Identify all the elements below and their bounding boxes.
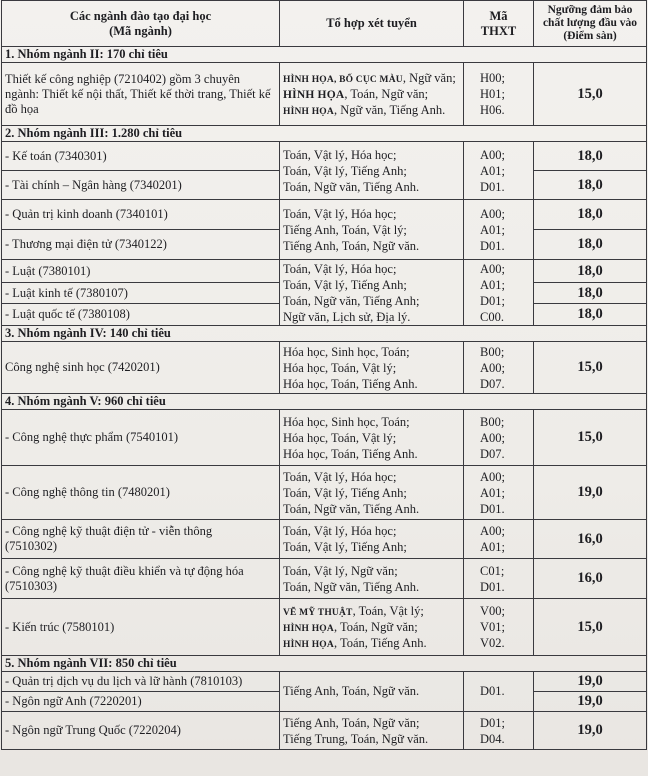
major-cell xyxy=(2,559,280,599)
table-row xyxy=(2,712,647,750)
code-line: H00; xyxy=(480,71,505,85)
major-cell: - Ngôn ngữ Anh (7220201) xyxy=(2,692,280,712)
combo-line: Toán, Vật lý, Hóa học; xyxy=(283,261,397,276)
major-cell: - Tài chính – Ngân hàng (7340201) xyxy=(2,171,280,200)
major-cell: - Ngôn ngữ Trung Quốc (7220204) xyxy=(2,712,280,750)
code-line: A00; xyxy=(480,147,505,162)
code-line: A00; xyxy=(480,524,505,538)
code-line: A00; xyxy=(480,430,505,445)
group-row xyxy=(2,326,647,342)
score-cell: 15,0 xyxy=(534,410,647,466)
code-cell: D01. xyxy=(464,672,534,712)
code-cell xyxy=(464,410,534,466)
group-row xyxy=(2,47,647,63)
combo-line: Toán, Vật lý, Hóa học; xyxy=(283,469,397,484)
combo-line xyxy=(283,603,460,619)
combo-line: Hóa học, Toán, Tiếng Anh. xyxy=(283,376,418,391)
combo-rest: , Toán, Ngữ văn; xyxy=(333,620,418,634)
table-row xyxy=(2,466,647,520)
major-cell: - Quản trị kinh doanh (7340101) xyxy=(2,200,280,230)
major-line: đồ họa xyxy=(5,101,39,116)
combo-caps: HÌNH HỌA, BỐ CỤC MÀU xyxy=(283,75,403,85)
score-cell: 15,0 xyxy=(534,599,647,656)
combo-caps: VẼ MỸ THUẬT xyxy=(283,608,353,618)
combo-cell xyxy=(280,63,464,126)
combo-line: Toán, Vật lý, Hóa học; xyxy=(283,147,397,162)
code-line: A01; xyxy=(480,277,505,292)
combo-line: Toán, Ngữ văn, Tiếng Anh. xyxy=(283,501,420,516)
combo-rest: , Toán, Tiếng Anh. xyxy=(333,636,427,650)
major-line: - Công nghệ kỹ thuật điều khiển và tự động hóa xyxy=(5,563,244,578)
score-cell: 19,0 xyxy=(534,692,647,712)
code-cell xyxy=(464,142,534,200)
combo-cell: Tiếng Anh, Toán, Ngữ văn. xyxy=(280,672,464,712)
combo-line: Hóa học, Toán, Vật lý; xyxy=(283,360,397,375)
score-cell: 16,0 xyxy=(534,520,647,559)
table-row xyxy=(2,410,647,466)
major-cell xyxy=(2,63,280,126)
combo-line: Toán, Vật lý, Tiếng Anh; xyxy=(283,540,407,554)
major-line: (7510302) xyxy=(5,539,58,553)
code-cell xyxy=(464,342,534,394)
major-line: - Công nghệ kỹ thuật điện tử - viễn thông xyxy=(5,524,213,538)
code-cell xyxy=(464,520,534,559)
combo-rest: , Toán, Vật lý; xyxy=(352,604,424,618)
combo-rest: , Ngữ văn, Tiếng Anh. xyxy=(333,103,446,117)
code-line: H01; xyxy=(480,87,505,101)
code-line: B00; xyxy=(480,414,505,429)
major-cell: Công nghệ sinh học (7420201) xyxy=(2,342,280,394)
combo-line: Toán, Ngữ văn, Tiếng Anh; xyxy=(283,293,420,308)
code-line: C00. xyxy=(480,309,504,324)
score-cell: 15,0 xyxy=(534,63,647,126)
combo-line: Toán, Vật lý, Hóa học; xyxy=(283,206,397,221)
table-row xyxy=(2,142,647,171)
combo-caps: HÌNH HỌA xyxy=(283,89,345,101)
code-line: D01. xyxy=(480,179,505,194)
table-header xyxy=(2,1,647,47)
combo-line xyxy=(283,619,460,635)
combo-line: Toán, Vật lý, Tiếng Anh; xyxy=(283,485,407,500)
header-major-line1: Các ngành đào tạo đại học xyxy=(69,9,212,23)
table-row xyxy=(2,63,647,126)
table-row xyxy=(2,520,647,559)
combo-line xyxy=(283,102,460,118)
code-line: D01; xyxy=(480,293,505,308)
header-major-line2: (Mã ngành) xyxy=(109,23,172,38)
combo-cell xyxy=(280,260,464,326)
combo-cell xyxy=(280,142,464,200)
code-line: A00; xyxy=(480,360,505,375)
major-cell: - Quản trị dịch vụ du lịch và lữ hành (7810103) xyxy=(2,672,280,692)
group-row xyxy=(2,656,647,672)
table-row xyxy=(2,342,647,394)
code-line: C01; xyxy=(480,563,505,578)
group-title: 2. Nhóm ngành III: 1.280 chỉ tiêu xyxy=(2,126,647,142)
major-cell: - Thương mại điện tử (7340122) xyxy=(2,230,280,260)
code-line: D07. xyxy=(480,376,505,391)
code-line: D01. xyxy=(480,238,505,253)
score-cell: 18,0 xyxy=(534,142,647,171)
combo-line xyxy=(283,86,460,102)
combo-caps: HÌNH HỌA xyxy=(283,107,334,117)
combo-line: Tiếng Anh, Toán, Ngữ văn; xyxy=(283,715,420,730)
score-cell: 18,0 xyxy=(534,283,647,304)
admission-table xyxy=(1,0,647,750)
combo-line: Toán, Vật lý, Ngữ văn; xyxy=(283,563,398,578)
major-line: (7510303) xyxy=(5,578,58,593)
group-title: 1. Nhóm ngành II: 170 chỉ tiêu xyxy=(2,47,647,63)
combo-line: Toán, Ngữ văn, Tiếng Anh. xyxy=(283,579,420,594)
table-row xyxy=(2,599,647,656)
group-row xyxy=(2,394,647,410)
combo-line xyxy=(283,70,460,86)
code-cell xyxy=(464,599,534,656)
combo-line: Tiếng Anh, Toán, Vật lý; xyxy=(283,222,407,237)
group-title: 5. Nhóm ngành VII: 850 chỉ tiêu xyxy=(2,656,647,672)
score-cell: 18,0 xyxy=(534,304,647,326)
combo-line: Toán, Ngữ văn, Tiếng Anh. xyxy=(283,179,420,194)
major-cell: - Luật (7380101) xyxy=(2,260,280,283)
code-line: A01; xyxy=(480,222,505,237)
code-line: D01; xyxy=(480,715,505,730)
code-line: A01; xyxy=(480,485,505,500)
code-cell xyxy=(464,712,534,750)
header-code-line1: Mã xyxy=(489,9,508,23)
major-cell: - Công nghệ thông tin (7480201) xyxy=(2,466,280,520)
major-cell: - Luật kinh tế (7380107) xyxy=(2,283,280,304)
code-line: A00; xyxy=(480,469,505,484)
code-line: A00; xyxy=(480,206,505,221)
group-title: 3. Nhóm ngành IV: 140 chỉ tiêu xyxy=(2,326,647,342)
header-score-line2: chất lượng đầu vào xyxy=(542,17,638,29)
combo-line: Tiếng Anh, Toán, Ngữ văn. xyxy=(283,238,420,253)
code-cell xyxy=(464,63,534,126)
code-line: A00; xyxy=(480,261,505,276)
code-line: D04. xyxy=(480,731,505,746)
combo-cell xyxy=(280,559,464,599)
group-title: 4. Nhóm ngành V: 960 chỉ tiêu xyxy=(2,394,647,410)
header-score-line3: (Điểm sàn) xyxy=(563,30,617,42)
code-cell xyxy=(464,200,534,260)
major-cell: - Luật quốc tế (7380108) xyxy=(2,304,280,326)
code-line: V01; xyxy=(480,620,505,634)
combo-line: Toán, Vật lý, Tiếng Anh; xyxy=(283,277,407,292)
combo-line: Hóa học, Toán, Vật lý; xyxy=(283,430,397,445)
header-major xyxy=(2,1,280,47)
code-line: D07. xyxy=(480,446,505,461)
combo-rest: , Ngữ văn; xyxy=(402,71,456,85)
major-cell xyxy=(2,520,280,559)
combo-line: Ngữ văn, Lịch sử, Địa lý. xyxy=(283,309,411,324)
combo-caps: HÌNH HỌA xyxy=(283,624,334,634)
combo-cell xyxy=(280,342,464,394)
score-cell: 18,0 xyxy=(534,200,647,230)
combo-caps: HÌNH HỌA xyxy=(283,640,334,650)
combo-line: Tiếng Trung, Toán, Ngữ văn. xyxy=(283,731,429,746)
major-line: Thiết kế công nghiệp (7210402) gồm 3 chuyên xyxy=(5,71,241,86)
code-line: V02. xyxy=(480,636,505,650)
score-cell: 19,0 xyxy=(534,712,647,750)
code-cell xyxy=(464,466,534,520)
code-line: A01; xyxy=(480,540,505,554)
code-cell xyxy=(464,260,534,326)
table-row xyxy=(2,200,647,230)
score-cell: 18,0 xyxy=(534,171,647,200)
major-cell: - Công nghệ thực phẩm (7540101) xyxy=(2,410,280,466)
code-line: B00; xyxy=(480,344,505,359)
header-code xyxy=(464,1,534,47)
combo-cell xyxy=(280,599,464,656)
header-combo: Tổ hợp xét tuyển xyxy=(280,1,464,47)
score-cell: 18,0 xyxy=(534,230,647,260)
combo-line: Hóa học, Sinh học, Toán; xyxy=(283,344,410,359)
major-cell: - Kế toán (7340301) xyxy=(2,142,280,171)
combo-line: Hóa học, Toán, Tiếng Anh. xyxy=(283,446,418,461)
combo-cell xyxy=(280,520,464,559)
combo-rest: , Toán, Ngữ văn; xyxy=(344,87,429,101)
score-cell: 19,0 xyxy=(534,466,647,520)
code-line: D01. xyxy=(480,501,505,516)
score-cell: 18,0 xyxy=(534,260,647,283)
major-line: ngành: Thiết kế nội thất, Thiết kế thời trang, Thiết kế xyxy=(5,86,271,101)
code-cell xyxy=(464,559,534,599)
header-score xyxy=(534,1,647,47)
score-cell: 16,0 xyxy=(534,559,647,599)
combo-cell xyxy=(280,712,464,750)
table-row xyxy=(2,559,647,599)
table-row xyxy=(2,260,647,283)
combo-line: Toán, Vật lý, Tiếng Anh; xyxy=(283,163,407,178)
combo-line xyxy=(283,635,460,651)
header-score-line1: Ngưỡng đảm bảo xyxy=(547,4,633,16)
code-line: D01. xyxy=(480,579,505,594)
combo-cell xyxy=(280,410,464,466)
code-line: A01; xyxy=(480,163,505,178)
header-code-line2: THXT xyxy=(480,23,517,38)
code-line: H06. xyxy=(480,103,505,117)
major-cell: - Kiến trúc (7580101) xyxy=(2,599,280,656)
score-cell: 15,0 xyxy=(534,342,647,394)
combo-cell xyxy=(280,200,464,260)
group-row xyxy=(2,126,647,142)
score-cell: 19,0 xyxy=(534,672,647,692)
combo-line: Hóa học, Sinh học, Toán; xyxy=(283,414,410,429)
combo-line: Toán, Vật lý, Hóa học; xyxy=(283,524,397,538)
code-line: V00; xyxy=(480,604,505,618)
table-row xyxy=(2,672,647,692)
combo-cell xyxy=(280,466,464,520)
